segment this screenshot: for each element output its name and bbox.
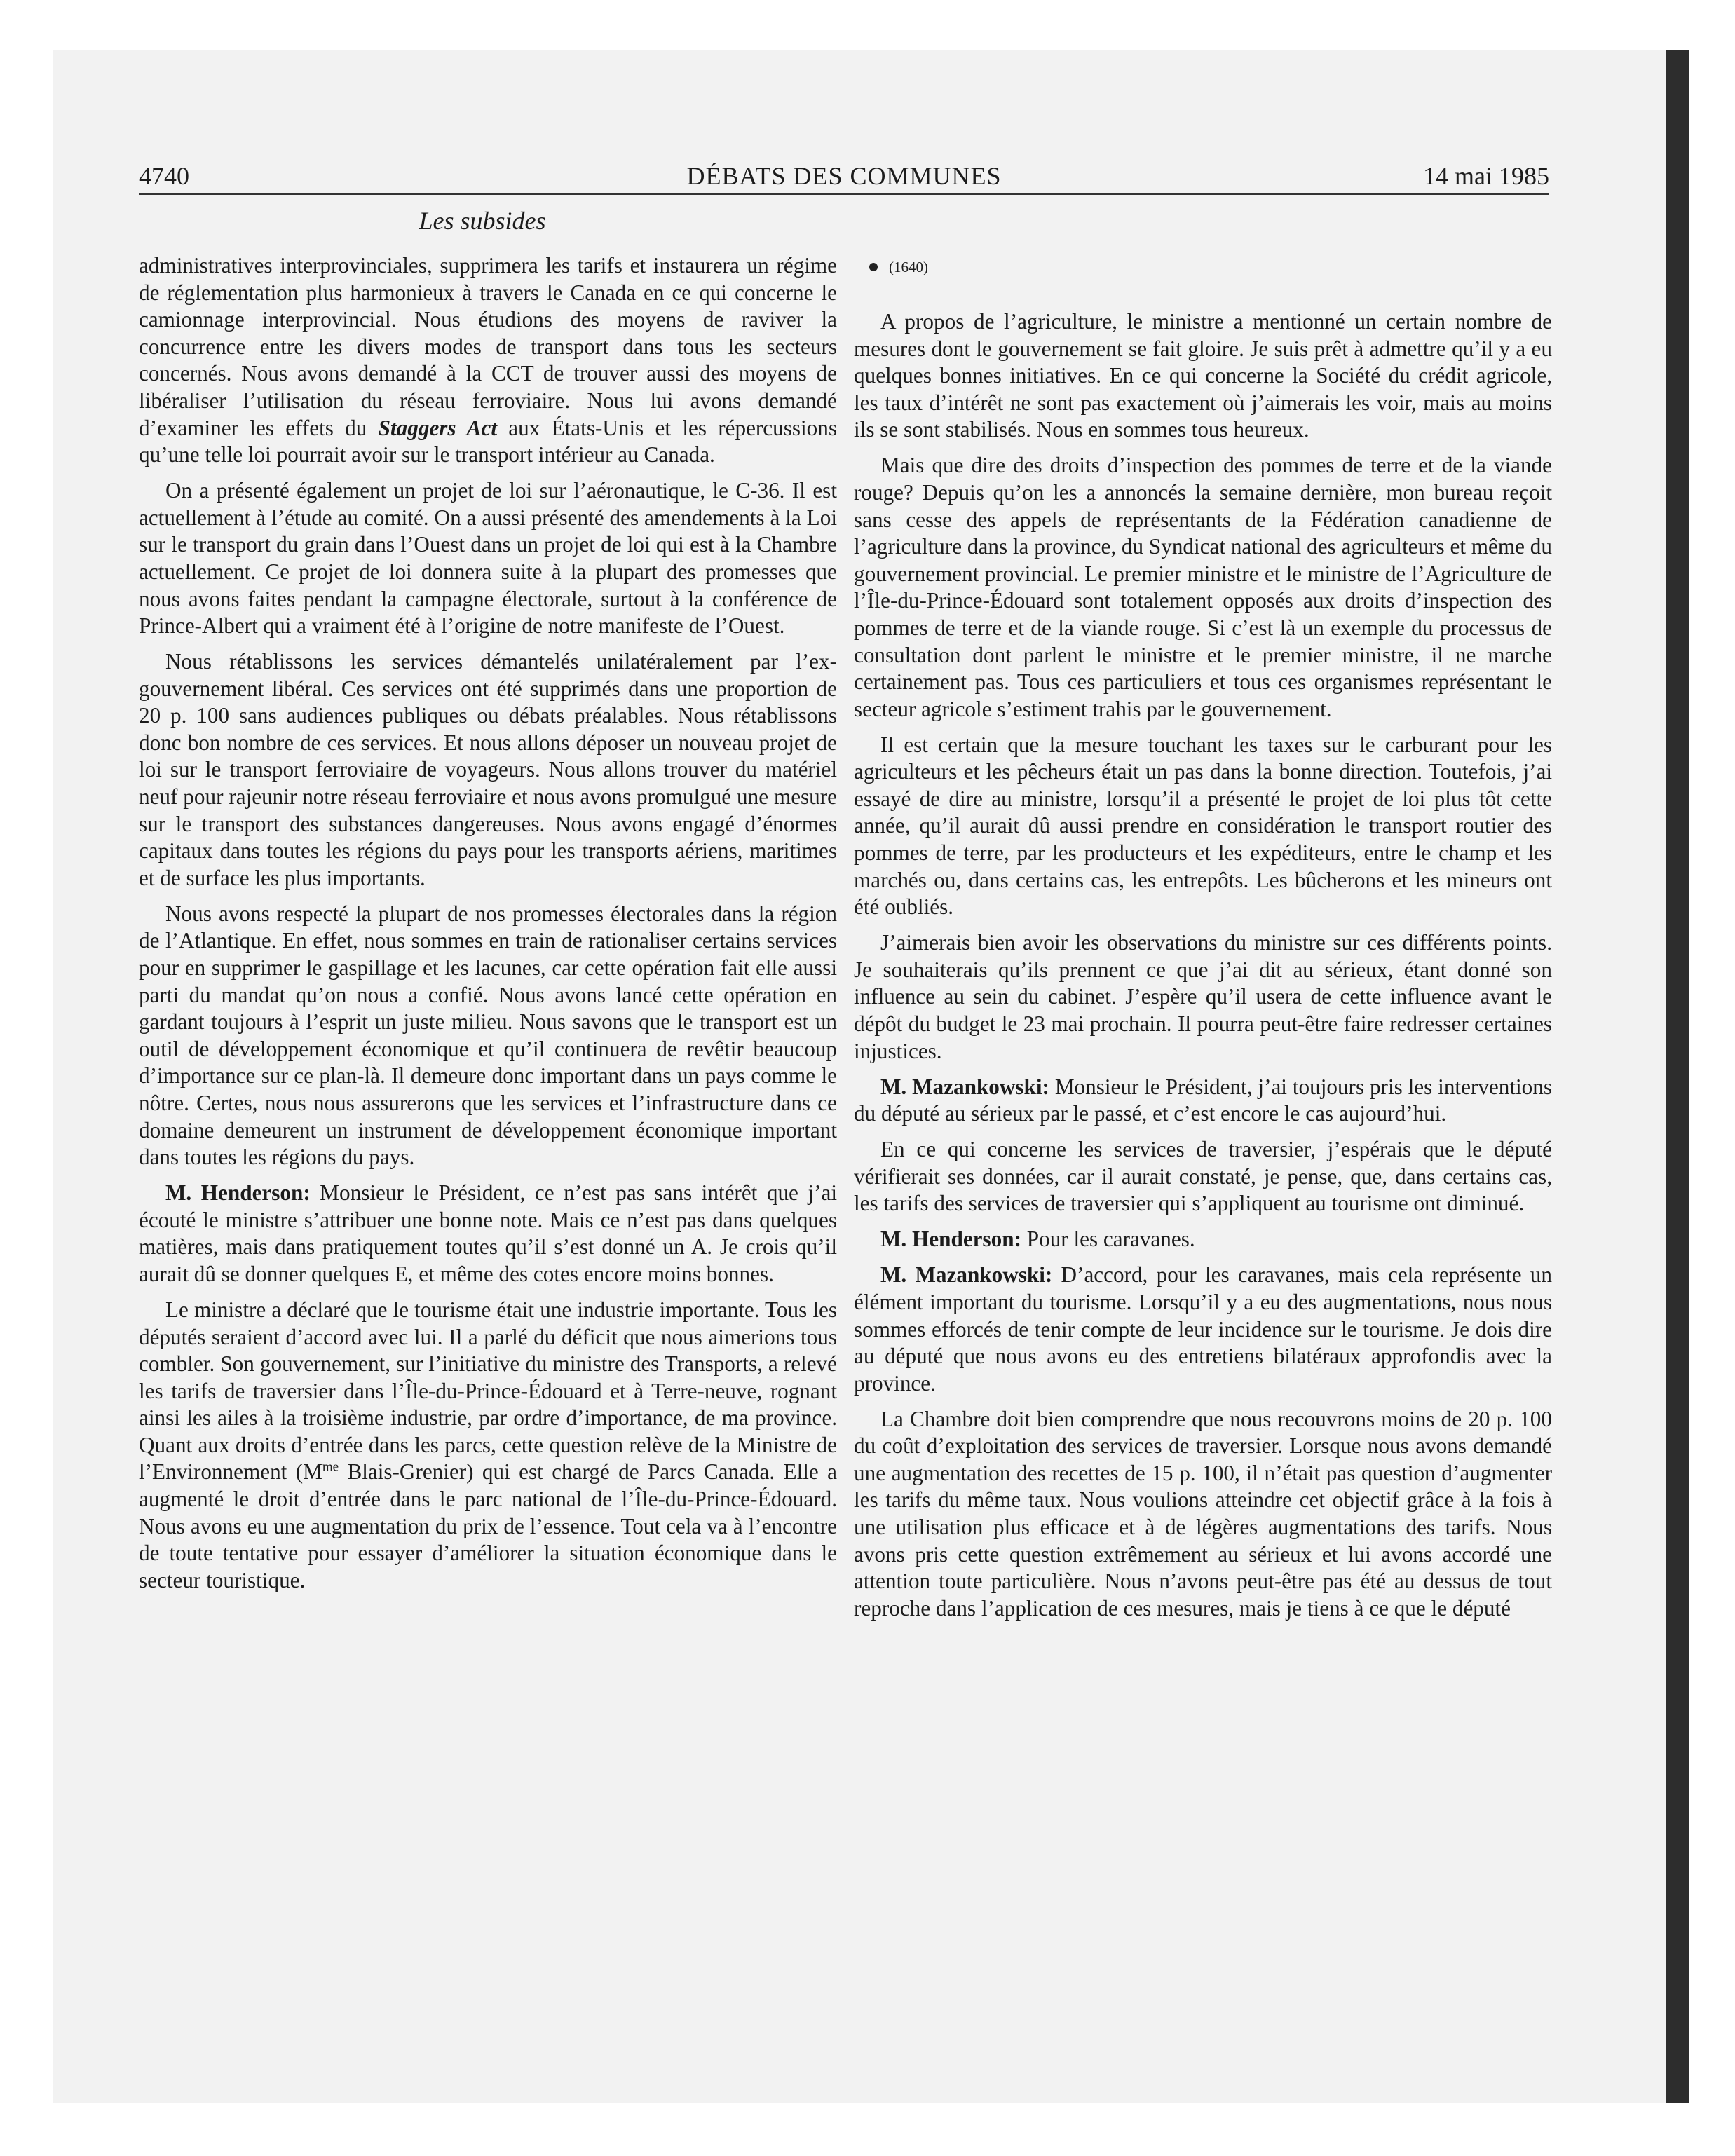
paragraph: A propos de l’agriculture, le ministre a mentionné un certain nombre de mesures dont le gouvernement se fait gloire. Je suis prêt à admettre qu’il y a eu quelques bonnes initiatives. En ce qui concerne la Société du crédit agricole, les taux d’intérêt ne sont pas exactement où j’aimerais les voir, mais au moins ils se sont stabilisés. Nous en sommes tous heureux.	[854, 309, 1552, 442]
speaker-name: M. Henderson:	[880, 1227, 1021, 1252]
speaker-name: M. Mazankowski:	[880, 1262, 1053, 1288]
speaker-name: M. Mazankowski:	[880, 1074, 1049, 1099]
paragraph: Mais que dire des droits d’inspection des pommes de terre et de la viande rouge? Depuis qu’on les a annoncés la semaine dernière, mon bureau reçoit sans cesse des appels de représentants de la Fédération canadienne de l’agriculture dans la province, du Syndicat national des agriculteurs et même du gouvernement provincial. Le premier ministre et le ministre de l’Agriculture de l’Île-du-Prince-Édouard sont totalement opposés aux droits d’inspection des pommes de terre et de la viande rouge. Si c’est là un exemple du processus de consultation dont parlent le ministre et le premier ministre, il ne marche certainement pas. Tous ces particuliers et tous ces organismes représentant le secteur agricole s’estiment trahis par le gouvernement.	[854, 453, 1552, 721]
right-column	[854, 252, 1552, 1631]
publication-date: 14 mai 1985	[1423, 162, 1549, 190]
speech-paragraph: M. Mazankowski: D’accord, pour les caravanes, mais cela représente un élément important du tourisme. Lorsqu’il y a eu des augmentations, nous nous sommes efforcés de tenir compte de leur incidence sur le tourisme. Je dois dire au député que nous avons eu des entretiens bilatéraux approfondis avec la province.	[854, 1262, 1552, 1396]
speaker-name: M. Henderson:	[165, 1180, 311, 1206]
speech-paragraph: M. Henderson: Monsieur le Président, ce n’est pas sans intérêt que j’ai écouté le ministre s’attribuer une bonne note. Mais ce n’est pas dans quelques matières, mais dans pratiquement toutes qu’il s’est donné un A. Je crois qu’il aurait dû se donner quelques E, et même des cotes encore moins bonnes.	[139, 1180, 838, 1286]
superscript: me	[322, 1460, 339, 1475]
paragraph: Nous rétablissons les services démantelés unilatéralement par l’ex-gouvernement libéral. Ces services ont été supprimés dans une proportion de 20 p. 100 sans audiences publiques ou débats préalables. Nous rétablissons donc bon nombre de ces services. Et nous allons déposer un nouveau projet de loi sur le transport ferroviaire de voyageurs. Nous allons trouver du matériel neuf pour rajeunir notre réseau ferroviaire et nous avons promulgué une mesure sur le transport des substances dangereuses. Nous avons engagé d’énormes capitaux dans toutes les régions du pays pour les transports aériens, maritimes et de surface les plus importants.	[139, 649, 837, 890]
speech-paragraph: M. Henderson: Pour les caravanes.	[880, 1227, 1195, 1252]
section-subtitle: Les subsides	[419, 207, 546, 235]
paragraph: La Chambre doit bien comprendre que nous recouvrons moins de 20 p. 100 du coût d’exploitation des services de traversier. Lorsque nous avons demandé une augmentation des recettes de 15 p. 100, il n’était pas question d’augmenter les tarifs du même taux. Nous voulions atteindre cet objectif grâce à la fois à une utilisation plus efficace et à de légères augmentations des tarifs. Nous avons pris cette question extrêmement au sérieux et lui avons accordé une attention toute particulière. Nous n’avons peut-être pas été au dessus de tout reproche dans l’application de ces mesures, mais je tiens à ce que le député	[854, 1406, 1552, 1621]
publication-title: DÉBATS DES COMMUNES	[686, 162, 1002, 190]
paragraph: On a présenté également un projet de loi sur l’aéronautique, le C-36. Il est actuellement à l’étude au comité. On a aussi présenté des amendements à la Loi sur le transport du grain dans l’Ouest dans un projet de loi qui est à la Chambre actuellement. Ce projet de loi donnera suite à la plupart des promesses que nous avons faites pendant la campagne électorale, surtout à la conférence de Prince-Albert qui a vraiment été à l’origine de notre manifeste de l’Ouest.	[139, 478, 837, 639]
bullet-icon	[869, 263, 878, 271]
paragraph: Nous avons respecté la plupart de nos promesses électorales dans la région de l’Atlantique. En effet, nous sommes en train de rationaliser certains services pour en supprimer le gaspillage et les lacunes, car cette opération fait elle aussi parti du mandat qu’on nous a confié. Nous avons lancé cette opération en gardant toujours à l’esprit un juste milieu. Nous savons que le transport est un outil de développement économique et qu’il continuera de revêtir beaucoup d’importance sur ce plan-là. Il demeure donc important dans un pays comme le nôtre. Certes, nous nous assurerons que les services et l’infrastructure dans ce domaine demeurent un instrument de développement économique important dans toutes les régions du pays.	[139, 901, 837, 1170]
header-rule	[139, 193, 1549, 195]
page-number: 4740	[139, 162, 189, 190]
paragraph: Il est certain que la mesure touchant les taxes sur le carburant pour les agriculteurs et les pêcheurs était un pas dans la bonne direction. Toutefois, j’ai essayé de dire au ministre, lorsqu’il a présenté le projet de loi plus tôt cette année, qu’il aurait dû aussi prendre en considération le transport routier des pommes de terre, par les producteurs et les expéditeurs, entre le champ et les marchés ou, dans certains cas, les entrepôts. Les bûcherons et les mineurs ont été oubliés.	[854, 732, 1552, 920]
time-marker	[854, 252, 1552, 280]
left-column	[139, 252, 837, 1603]
paragraph: administratives interprovinciales, supprimera les tarifs et instaurera un régime de réglementation plus harmonieux à travers le Canada en ce qui concerne le camionnage interprovincial. Nous étudions des moyens de raviver la concurrence entre les divers modes de transport dans tous les secteurs concernés. Nous avons demandé à la CCT de trouver aussi des moyens de libéraliser l’utilisation du réseau ferroviaire. Nous lui avons demandé d’examiner les effets du Staggers Act aux États-Unis et les répercussions qu’une telle loi pourrait avoir sur le transport intérieur au Canada.	[139, 253, 837, 468]
time-marker-text: (1640)	[889, 259, 928, 275]
act-title: Staggers Act	[378, 415, 497, 440]
paragraph: Le ministre a déclaré que le tourisme était une industrie importante. Tous les députés seraient d’accord avec lui. Il a parlé du déficit que nous aimerions tous combler. Son gouvernement, sur l’initiative du ministre des Transports, a relevé les tarifs de traversier dans l’Île-du-Prince-Édouard et à Terre-neuve, rognant ainsi les ailes à la troisième industrie, par ordre d’importance, de ma province. Quant aux droits d’entrée dans les parcs, cette question relève de la Ministre de l’Environnement ($M^{me}$ Blais-Grenier) qui est chargé de Parcs Canada. Elle a augmenté le droit d’entrée dans le parc national de l’Île-du-Prince-Édouard. Nous avons eu une augmentation du prix de l’essence. Tout cela va à l’encontre de toute tentative pour essayer d’améliorer la situation économique dans le secteur touristique.	[139, 1297, 837, 1592]
scan-dark-edge	[1666, 50, 1689, 2103]
page-header	[139, 158, 1549, 195]
paragraph: J’aimerais bien avoir les observations du ministre sur ces différents points. Je souhaiterais qu’ils prennent ce que j’ai dit au sérieux, étant donné son influence au sein du cabinet. J’espère qu’il usera de cette influence avant le dépôt du budget le 23 mai prochain. Il pourra peut-être faire redresser certaines injustices.	[854, 930, 1552, 1063]
paragraph: En ce qui concerne les services de traversier, j’espérais que le député vérifierait ses données, car il aurait constaté, je pense, que, dans certains cas, les tarifs des services de traversier qui s’appliquent au tourisme ont diminué.	[854, 1137, 1552, 1216]
speech-paragraph: M. Mazankowski: Monsieur le Président, j’ai toujours pris les interventions du député au sérieux par le passé, et c’est encore le cas aujourd’hui.	[854, 1074, 1553, 1126]
